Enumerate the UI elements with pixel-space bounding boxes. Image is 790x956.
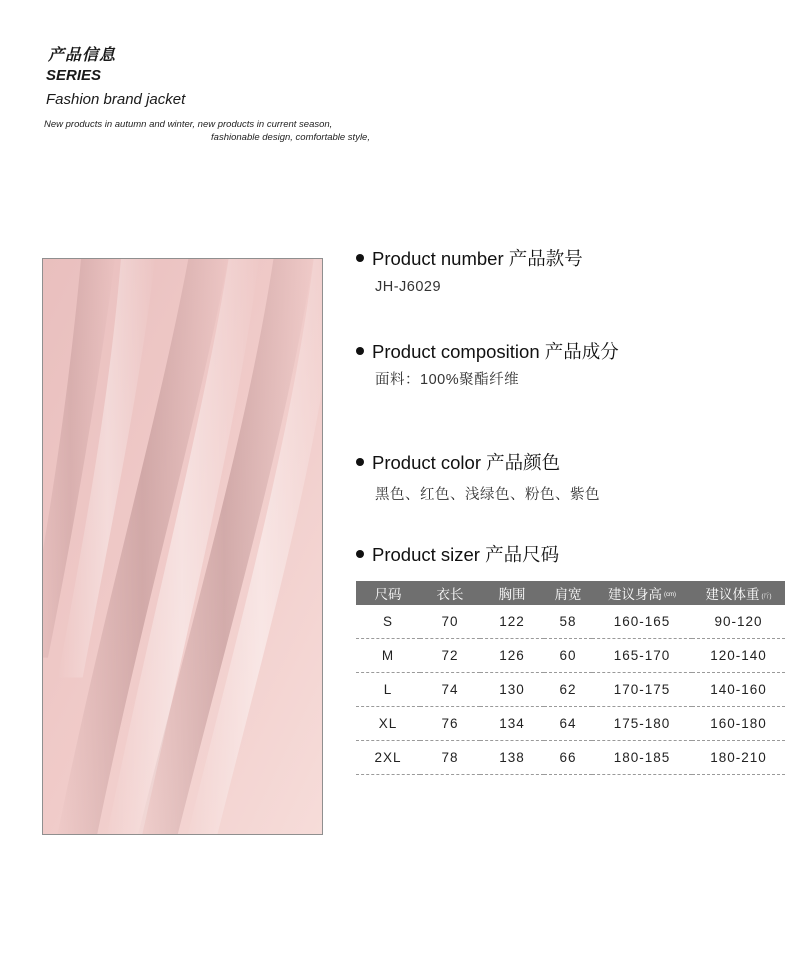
col-header-height-label: 建议身高 [608,587,662,602]
bullet-icon [356,254,364,262]
size-title: Product sizer 产品尺码 [372,544,560,565]
cell-chest: 134 [480,707,544,741]
cell-height: 160-165 [592,605,692,639]
col-header-shoulder: 肩宽 [544,581,592,605]
cell-chest: 126 [480,639,544,673]
header-description [44,118,370,144]
table-row [356,639,785,673]
cell-weight: 140-160 [692,673,785,707]
cell-size: 2XL [356,741,420,775]
bullet-icon [356,550,364,558]
header-desc-line-2: fashionable design, comfortable style, [211,132,370,143]
col-header-height [592,581,692,605]
cell-shoulder: 60 [544,639,592,673]
fabric-image [42,258,323,835]
composition-value: 面料：100%聚酯纤维 [375,372,520,388]
cell-size: L [356,673,420,707]
color-title: Product color 产品颜色 [372,452,561,473]
cell-shoulder: 58 [544,605,592,639]
col-header-weight-unit: (斤) [761,593,772,600]
cell-length: 74 [420,673,480,707]
cell-height: 180-185 [592,741,692,775]
color-value: 黑色、红色、浅绿色、粉色、紫色 [375,487,600,503]
header-desc-line-1: New products in autumn and winter, new products in current season, [44,119,333,130]
cell-shoulder: 64 [544,707,592,741]
header-brand: Fashion brand jacket [46,91,186,108]
product-number-section [356,245,583,295]
cell-size: S [356,605,420,639]
cell-height: 170-175 [592,673,692,707]
cell-height: 175-180 [592,707,692,741]
header-title: 产品信息 [48,47,117,64]
cell-length: 76 [420,707,480,741]
cell-size: M [356,639,420,673]
cell-shoulder: 62 [544,673,592,707]
cell-weight: 180-210 [692,741,785,775]
header-series: SERIES [46,67,102,84]
cell-chest: 130 [480,673,544,707]
cell-length: 72 [420,639,480,673]
cell-height: 165-170 [592,639,692,673]
cell-chest: 138 [480,741,544,775]
table-row [356,741,785,775]
col-header-weight-label: 建议体重 [705,587,760,602]
table-row [356,707,785,741]
cell-shoulder: 66 [544,741,592,775]
col-header-height-unit: (cm) [664,592,676,599]
bullet-icon [356,347,364,355]
color-section [356,449,600,504]
size-table-header [356,581,785,605]
composition-section [356,338,619,389]
col-header-size: 尺码 [356,581,420,605]
cell-chest: 122 [480,605,544,639]
cell-length: 78 [420,741,480,775]
size-section [356,541,559,567]
table-row [356,673,785,707]
cell-weight: 90-120 [692,605,785,639]
table-row [356,605,785,639]
product-number-title: Product number 产品款号 [372,248,583,269]
cell-weight: 160-180 [692,707,785,741]
cell-size: XL [356,707,420,741]
col-header-length: 衣长 [420,581,480,605]
product-number-value: JH-J6029 [375,279,442,295]
size-table [356,581,785,775]
composition-title: Product composition 产品成分 [372,341,619,362]
bullet-icon [356,458,364,466]
col-header-weight [692,581,785,605]
cell-length: 70 [420,605,480,639]
cell-weight: 120-140 [692,639,785,673]
col-header-chest: 胸围 [480,581,544,605]
